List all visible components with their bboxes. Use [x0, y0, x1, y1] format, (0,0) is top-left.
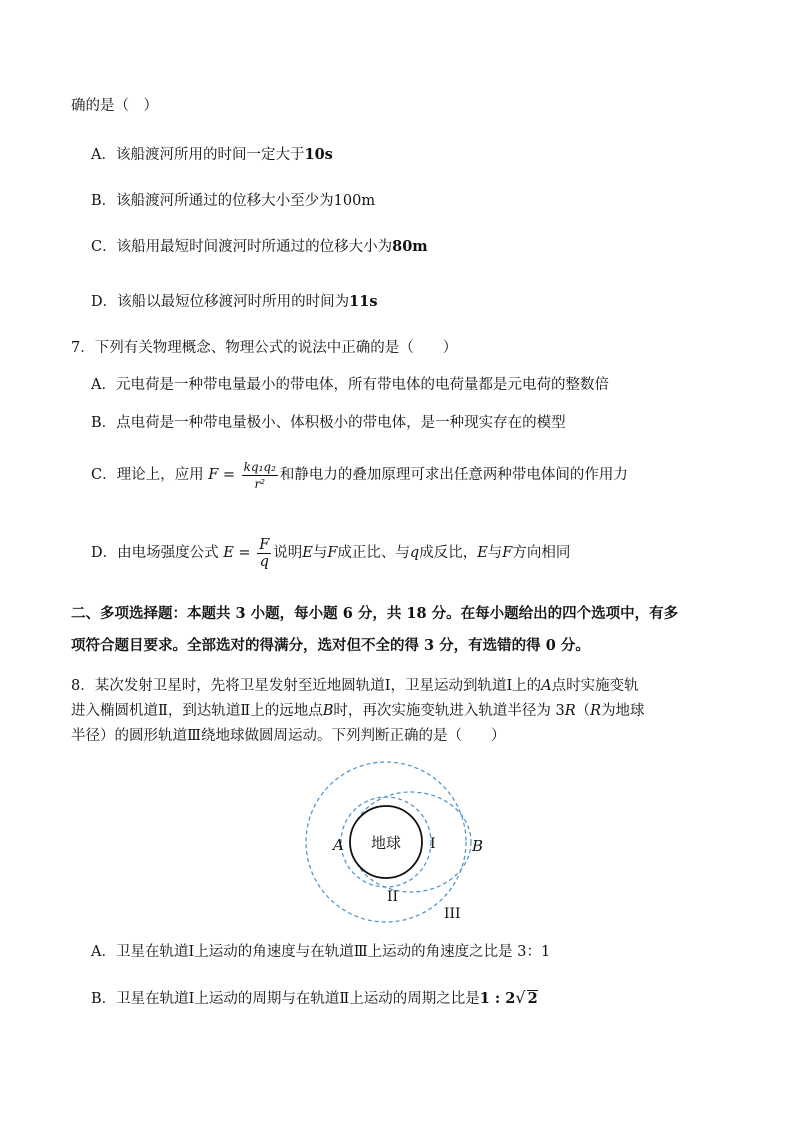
section-heading-line-2: 项符合题目要求。全部选对的得满分，选对但不全的得 3 分，有选错的得 0 分。: [71, 637, 590, 654]
stem-text: 点时实施变轨: [551, 678, 639, 694]
orbit-i-label: I: [430, 836, 436, 852]
fraction-numerator: kq₁q₂: [243, 459, 276, 474]
option-label: B．: [91, 193, 117, 209]
symbol-e: E: [302, 545, 313, 561]
stem-text: （: [575, 703, 591, 719]
option-text: D．由电场强度公式: [91, 545, 219, 561]
q8-stem-line-3: 半径）的圆形轨道Ⅲ绕地球做圆周运动。下列判断正确的是（ ）: [71, 728, 506, 744]
formula-lhs: F =: [208, 467, 236, 483]
symbol-e: E: [477, 545, 488, 561]
q7-stem: 7．下列有关物理概念、物理公式的说法中正确的是（ ）: [71, 340, 458, 356]
option-text: 该船用最短时间渡河时所通过的位移大小为: [116, 239, 393, 255]
option-text: 该船以最短位移渡河时所用的时间为: [117, 294, 350, 310]
option-value: 80m: [392, 238, 428, 255]
section-heading-line-1: 二、多项选择题：本题共 3 小题，每小题 6 分，共 18 分。在每小题给出的四个选项中，有多: [71, 605, 679, 622]
radius-symbol: R: [590, 703, 602, 719]
q7-option-c: [91, 455, 628, 495]
q6-option-d: [91, 292, 377, 312]
orbit-diagram: [305, 758, 485, 928]
point-a-label: A: [333, 836, 344, 854]
option-value: 11s: [349, 293, 378, 310]
option-text: 与: [487, 545, 503, 561]
field-formula-fraction: [257, 537, 271, 570]
period-ratio: 1 : 2: [479, 990, 516, 1007]
stem-text: 进入椭圆机道Ⅱ，到达轨道Ⅱ上的远地点: [71, 703, 323, 719]
stem-text: 为地球: [601, 703, 645, 719]
option-text: 与: [312, 545, 328, 561]
q6-option-a: [91, 145, 333, 165]
q6-option-b: [91, 191, 375, 211]
earth-label: 地球: [370, 834, 402, 852]
coulomb-formula-fraction: [242, 459, 278, 492]
option-text: B．卫星在轨道Ⅰ上运动的周期与在轨道Ⅱ上运动的周期之比是: [91, 991, 480, 1007]
option-label: D．: [91, 294, 118, 310]
fraction-numerator: F: [259, 536, 270, 553]
orbit-iii-label: III: [444, 906, 461, 922]
symbol-q: q: [409, 545, 420, 561]
option-text: C．理论上，应用: [91, 467, 204, 483]
option-text: 成反比，: [419, 545, 478, 561]
option-label: C．: [91, 239, 117, 255]
q7-option-b: B．点电荷是一种带电量极小、体积极小的带电体，是一种现实存在的模型: [91, 415, 566, 431]
q8-option-a: A．卫星在轨道Ⅰ上运动的角速度与在轨道Ⅲ上运动的角速度之比是 3：1: [91, 944, 551, 960]
point-b-label: B: [472, 837, 484, 855]
stem-text: 时，再次实施变轨进入轨道半径为 3: [333, 703, 565, 719]
sqrt-sign: √: [515, 988, 526, 1007]
q6-stem-tail: 确的是（ ）: [71, 98, 158, 114]
option-value: 100m: [333, 193, 376, 209]
option-label: A．: [91, 147, 116, 163]
formula-lhs: E =: [223, 545, 251, 561]
option-text: 该船渡河所通过的位移大小至少为: [116, 193, 334, 209]
symbol-f: F: [502, 545, 513, 561]
option-text: 该船渡河所用的时间一定大于: [115, 147, 305, 163]
q8-option-b: [91, 988, 538, 1009]
point-b-symbol: B: [322, 703, 334, 719]
orbit-ii-label: II: [387, 889, 399, 905]
stem-text: 8．某次发射卫星时，先将卫星发射至近地圆轨道Ⅰ，卫星运动到轨道Ⅰ上的: [71, 678, 542, 694]
option-value: 10s: [304, 146, 333, 163]
fraction-denominator: q: [259, 553, 269, 570]
option-text: 和静电力的叠加原理可求出任意两种带电体间的作用力: [279, 467, 628, 483]
point-a-symbol: A: [541, 678, 552, 694]
option-text: 成正比、与: [337, 545, 410, 561]
q6-option-c: [91, 237, 428, 257]
fraction-denominator: r²: [254, 476, 266, 491]
sqrt-radicand: 2: [527, 990, 538, 1007]
q8-stem-line-2: [71, 701, 645, 721]
option-text: 方向相同: [512, 545, 571, 561]
q8-stem-line-1: [71, 676, 639, 696]
q7-option-d: [91, 530, 570, 576]
q7-option-a: A．元电荷是一种带电量最小的带电体，所有带电体的电荷量都是元电荷的整数倍: [91, 377, 609, 393]
radius-symbol: R: [564, 703, 576, 719]
option-text: 说明: [273, 545, 303, 561]
symbol-f: F: [327, 545, 338, 561]
